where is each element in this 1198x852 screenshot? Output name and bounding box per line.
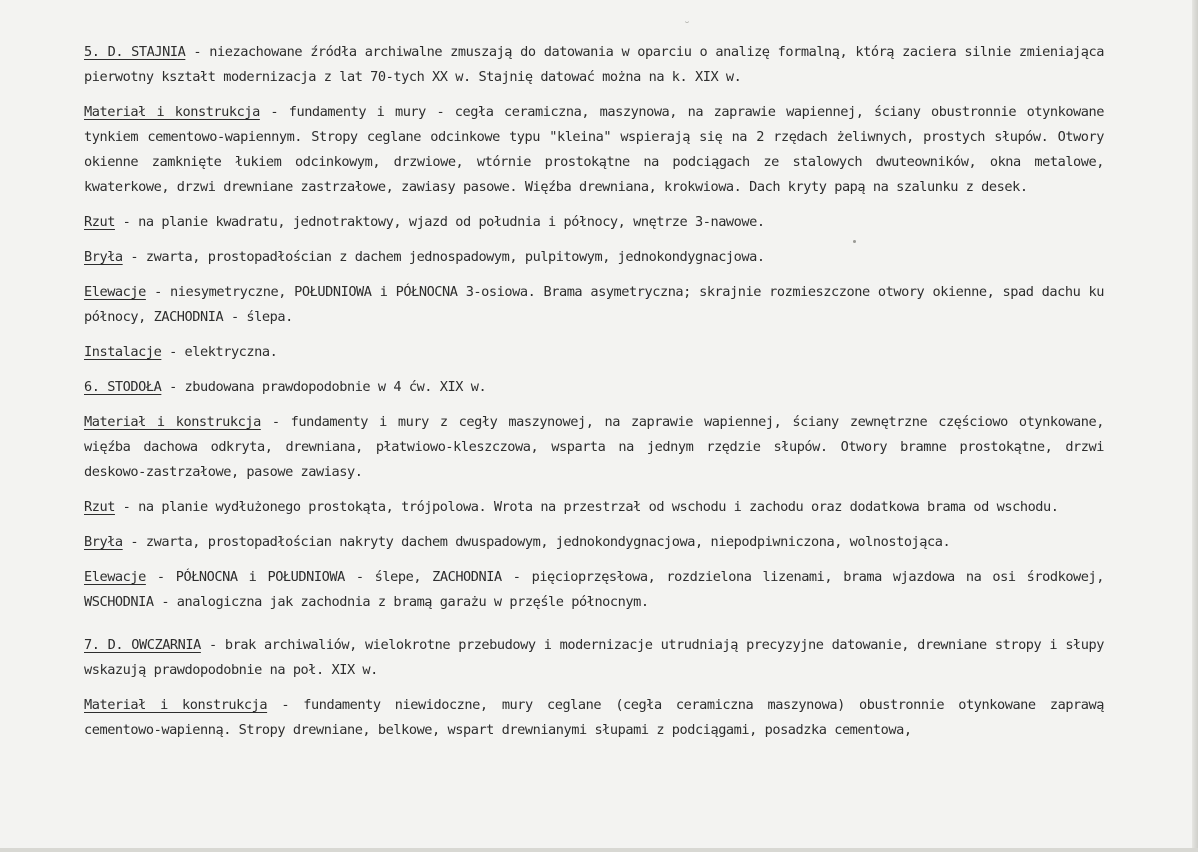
paper-mark: ˘	[684, 20, 690, 34]
section-heading: 6. STODOŁA	[84, 379, 162, 395]
paragraph-label: Rzut	[84, 214, 115, 230]
paragraph-label: Elewacje	[84, 284, 146, 300]
paragraph-text: - brak archiwaliów, wielokrotne przebudowy i modernizacje utrudniają precyzyjne datowanie, drewniane stropy i słupy wskazują prawdopodobnie na poł. XIX w.	[84, 637, 1104, 678]
typewritten-text	[84, 40, 1104, 753]
paragraph-text: - niezachowane źródła archiwalne zmuszają do datowania w oparciu o analizę formalną, którą zaciera silnie zmieniająca pierwotny kształt modernizacja z lat 70-tych XX w. Stajnię datować można na k. XIX w.	[84, 44, 1104, 85]
paragraph-owczarnia-heading	[84, 633, 1104, 683]
paragraph-material	[84, 410, 1104, 485]
paragraph-rzut	[84, 210, 1104, 235]
paragraph-instalacje	[84, 340, 1104, 365]
paragraph-stajnia-heading	[84, 40, 1104, 90]
paragraph-text: - zwarta, prostopadłościan nakryty dachem dwuspadowym, jednokondygnacjowa, niepodpiwniczona, wolnostojąca.	[122, 534, 951, 550]
paragraph-text: - zbudowana prawdopodobnie w 4 ćw. XIX w.	[161, 379, 487, 395]
paragraph-text: - elektryczna.	[161, 344, 278, 360]
paragraph-text: - fundamenty i mury - cegła ceramiczna, maszynowa, na zaprawie wapiennej, ściany obustronnie otynkowane tynkiem cementowo-wapiennym. Stropy ceglane odcinkowe typu "kleina" wspierają się na 2 rzędach żeliwnych, prostych słupów. Otwory okienne zamknięte łukiem odcinkowym, drzwiowe, wtórnie prostokątne na podciągach ze stalowych dwuteowników, okna metalowe, kwaterkowe, drzwi drewniane zastrzałowe, zawiasy pasowe. Więźba drewniana, krokwiowa. Dach kryty papą na szalunku z desek.	[84, 104, 1104, 195]
paragraph-label: Materiał i konstrukcja	[84, 104, 260, 120]
paragraph-bryla	[84, 530, 1104, 555]
paragraph-text: - zwarta, prostopadłościan z dachem jednospadowym, pulpitowym, jednokondygnacjowa.	[122, 249, 765, 265]
paragraph-text: - niesymetryczne, POŁUDNIOWA i PÓŁNOCNA 3-osiowa. Brama asymetryczna; skrajnie rozmieszczone otwory okienne, spad dachu ku północy, ZACHODNIA - ślepa.	[84, 284, 1104, 325]
paper-edge-right	[1192, 0, 1198, 852]
paragraph-label: Rzut	[84, 499, 115, 515]
section-heading: 7. D. OWCZARNIA	[84, 637, 201, 653]
paragraph-text: - PÓŁNOCNA i POŁUDNIOWA - ślepe, ZACHODNIA - pięcioprzęsłowa, rozdzielona lizenami, brama wjazdowa na osi środkowej, WSCHODNIA - analogiczna jak zachodnia z bramą garażu w przęśle północnym.	[84, 569, 1104, 610]
paragraph-label: Elewacje	[84, 569, 146, 585]
paragraph-label: Bryła	[84, 249, 123, 265]
paragraph-elewacje	[84, 565, 1104, 615]
paragraph-bryla	[84, 245, 1104, 270]
paragraph-label: Instalacje	[84, 344, 162, 360]
paragraph-text: - na planie kwadratu, jednotraktowy, wjazd od południa i północy, wnętrze 3-nawowe.	[114, 214, 765, 230]
paper-edge-bottom	[0, 848, 1198, 852]
paragraph-material	[84, 100, 1104, 200]
paragraph-text: - fundamenty i mury z cegły maszynowej, na zaprawie wapiennej, ściany zewnętrzne częściowo otynkowane, więźba dachowa odkryta, drewniana, płatwiowo-kleszczowa, wsparta na jednym rzędzie słupów. Otwory bramne prostokątne, drzwi deskowo-zastrzałowe, pasowe zawiasy.	[84, 414, 1104, 480]
paragraph-label: Bryła	[84, 534, 123, 550]
paragraph-text: - fundamenty niewidoczne, mury ceglane (cegła ceramiczna maszynowa) obustronnie otynkowane zaprawą cementowo-wapienną. Stropy drewniane, belkowe, wspart drewnianymi słupami z podciągami, posadzka cementowa,	[84, 697, 1104, 738]
paragraph-label: Materiał i konstrukcja	[84, 697, 268, 713]
paragraph-text: - na planie wydłużonego prostokąta, trójpolowa. Wrota na przestrzał od wschodu i zachodu oraz dodatkowa brama od wschodu.	[114, 499, 1059, 515]
paragraph-material	[84, 693, 1104, 743]
section-heading: 5. D. STAJNIA	[84, 44, 186, 60]
paragraph-rzut	[84, 495, 1104, 520]
paragraph-stodola-heading	[84, 375, 1104, 400]
paragraph-elewacje	[84, 280, 1104, 330]
paragraph-label: Materiał i konstrukcja	[84, 414, 261, 430]
